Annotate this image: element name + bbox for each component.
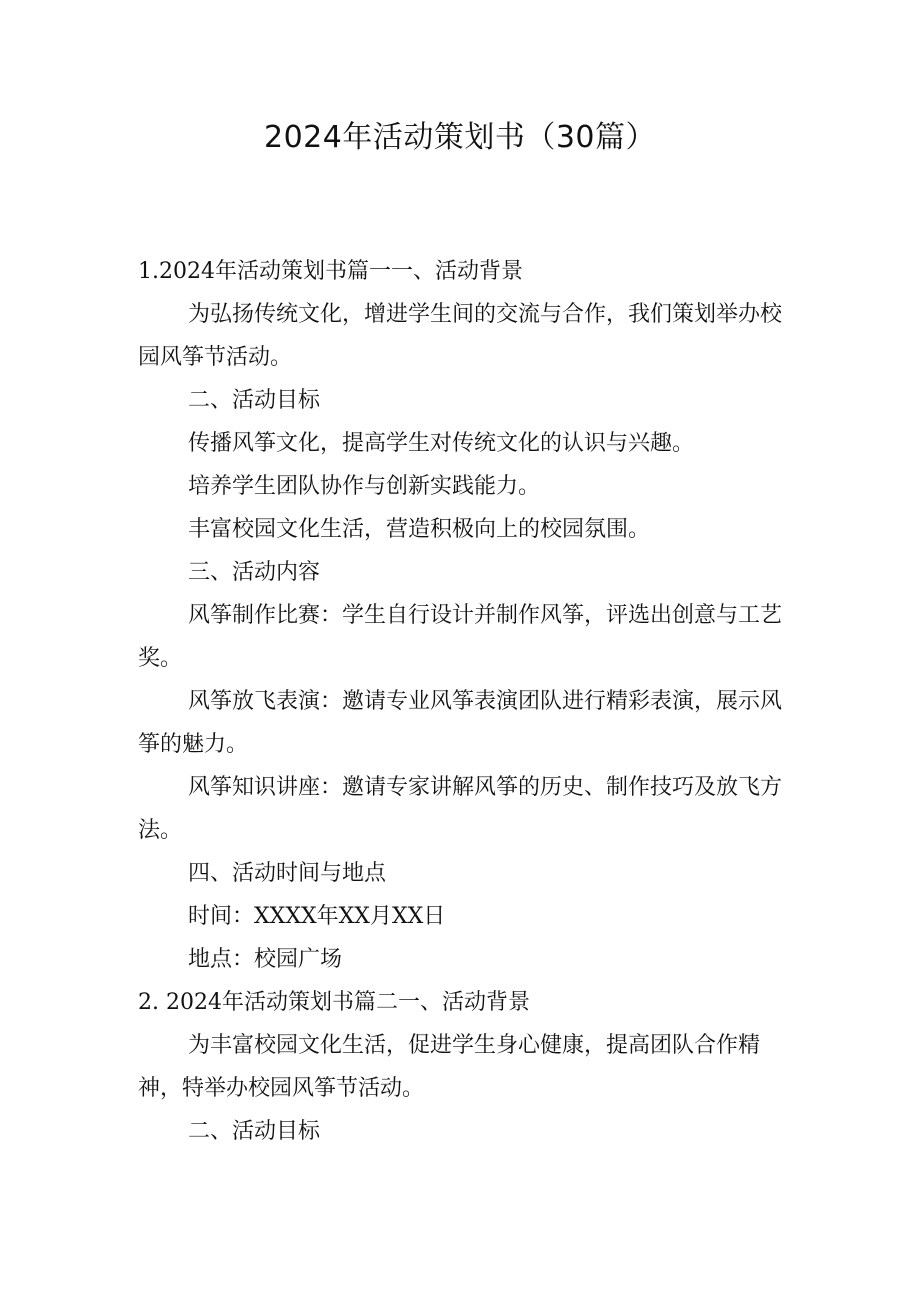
paragraph: 时间：XXXX年XX月XX日 (188, 904, 446, 929)
document-body (138, 250, 788, 1153)
paragraph: 培养学生团队协作与创新实践能力。 (188, 474, 541, 499)
paragraph: 为弘扬传统文化，增进学生间的交流与合作，我们策划举办校园风筝节活动。 (138, 302, 783, 370)
document-title: 2024年活动策划书（30篇） (263, 120, 657, 155)
subheading: 四、活动时间与地点 (188, 861, 387, 886)
paragraph: 风筝知识讲座：邀请专家讲解风筝的历史、制作技巧及放飞方法。 (138, 775, 783, 843)
paragraph: 传播风筝文化，提高学生对传统文化的认识与兴趣。 (188, 431, 695, 456)
subheading: 三、活动内容 (188, 560, 321, 585)
paragraph: 丰富校园文化生活，营造积极向上的校园氛围。 (188, 517, 651, 542)
paragraph: 为丰富校园文化生活，促进学生身心健康，提高团队合作精神，特举办校园风筝节活动。 (138, 1033, 761, 1101)
subheading: 二、活动目标 (188, 1119, 321, 1144)
heading-plan-1: 1.2024年活动策划书篇一一、活动背景 (138, 259, 523, 284)
paragraph: 风筝制作比赛：学生自行设计并制作风筝，评选出创意与工艺奖。 (138, 603, 783, 671)
heading-plan-2: 2. 2024年活动策划书篇二一、活动背景 (138, 990, 530, 1015)
subheading: 二、活动目标 (188, 388, 321, 413)
paragraph: 地点：校园广场 (188, 947, 343, 972)
paragraph: 风筝放飞表演：邀请专业风筝表演团队进行精彩表演，展示风筝的魅力。 (138, 689, 783, 757)
